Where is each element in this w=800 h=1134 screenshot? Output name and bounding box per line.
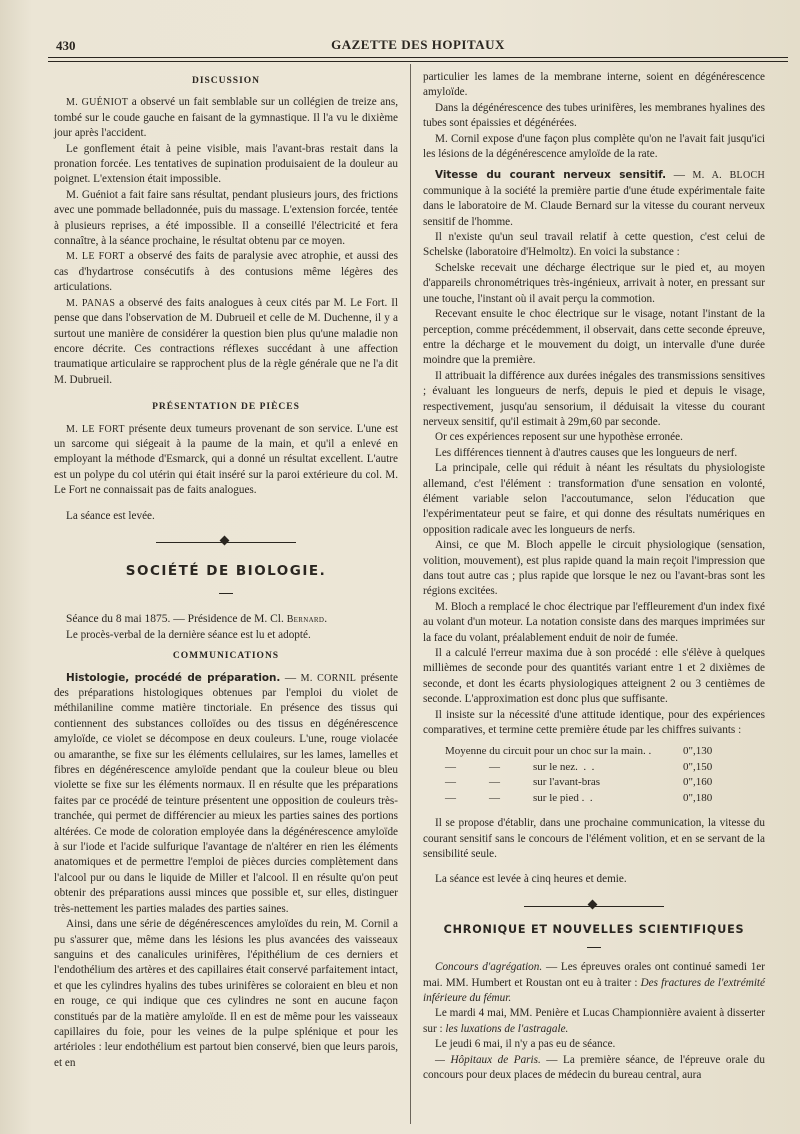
measurement-row xyxy=(423,760,765,775)
short-rule xyxy=(587,947,601,948)
paragraph: Il n'existe qu'un seul travail relatif à cette question, c'est celui de Schelske (laboratoire d'Helmoltz). En voici la substance : xyxy=(423,231,765,259)
topic: les luxations de l'astragale. xyxy=(445,1022,569,1035)
page-header xyxy=(48,34,788,56)
paragraph xyxy=(423,1006,765,1037)
measurement-label: Moyenne du circuit pour un choc sur la main. . xyxy=(445,745,652,758)
paragraph xyxy=(54,422,398,499)
paragraph-text: a observé des faits analogues à ceux cités par M. Le Fort. Il pense que dans l'observation de M. Dubrueil et celle de M. Duchenne, il y a surtout une manière de considérer la question bien plus qu'une maladie non encore décrite. Ces contractions réflexes succédant à une affection traumatique articulaire se rapprochent plus de la règle générale que ne l'a dit M. Dubrueil. xyxy=(54,296,398,386)
paragraph: La principale, celle qui réduit à néant les résultats du physiologiste allemand, c'est l'élément : transformation d'une sensation en volonté, élément variable selon l'accoutumance, selon l'éducation que l'expérimentateur peut se faire, et qui donne des résultats numériques en opposition radicale avec les longueurs de nerfs. xyxy=(423,462,765,536)
paragraph xyxy=(423,1053,765,1084)
section-heading-presentation: PRÉSENTATION DE PIÈCES xyxy=(152,402,300,413)
measurement-value: 0",180 xyxy=(683,791,713,804)
paragraph: M. Cornil expose d'une façon plus complète qu'on ne l'avait fait jusqu'ici les lésions de la dégénérescence amyloïde de la rate. xyxy=(423,132,765,161)
president-name: Bernard xyxy=(286,614,325,626)
measurement-row xyxy=(423,744,765,759)
paragraph-text: présente deux tumeurs provenant de son service. L'une est un sarcome qui siégeait à la paume de la main, et qu'il a enlevé en employant la méthode d'Esmarck, qui a donné un résultat excellent. L'autre est un polype du col utérin qui était inséré sur la paroi extérieure du col. M. Le Fort ne connaissait pas de faits analogues. xyxy=(54,422,398,497)
paragraph: M. Guéniot a fait faire sans résultat, pendant plusieurs jours, des frictions avec une pommade belladonnée, puis du massage. L'extension forcée, tentée à plusieurs reprises, a été impossible. Il a conseillé l'électricité et fera connaître, à la séance prochaine, le résultat obtenu par ce moyen. xyxy=(54,188,398,248)
seance-line xyxy=(54,612,398,627)
paragraph: La séance est levée. xyxy=(66,509,155,522)
section-ornament xyxy=(54,538,398,546)
measurement-row xyxy=(423,775,765,790)
paragraph: M. Bloch a remplacé le choc électrique par l'effleurement d'un index fixé au volant d'un moteur. La notation consiste dans des marques imprimées sur la face du volant, préalablement enduit de noir de fumée. xyxy=(423,600,765,644)
left-column xyxy=(54,70,398,1071)
short-rule xyxy=(219,593,233,594)
paragraph xyxy=(54,95,398,141)
paragraph: Schelske recevait une décharge électrique sur le pied et, au moyen d'appareils chronométriques très-ingénieux, arrivait à noter, en pressant sur une touche, l'instant où il avait perçu la commotion. xyxy=(423,261,765,305)
paragraph-text: — Les épreuves orales ont continué samedi 1er mai. MM. Humbert et Roustan ont eu à traiter : xyxy=(423,961,765,989)
paragraph: Le jeudi 6 mai, il n'y a pas eu de séance. xyxy=(435,1038,616,1051)
measurement-value: 0",130 xyxy=(683,745,713,758)
section-ornament xyxy=(423,902,765,910)
journal-title: GAZETTE DES HOPITAUX xyxy=(331,37,505,52)
header-rule xyxy=(48,57,788,58)
paragraph: La séance est levée à cinq heures et demie. xyxy=(435,873,627,886)
speaker-name: M. CORNIL xyxy=(300,672,357,684)
paragraph: Il a calculé l'erreur maxima due à son procédé : elle s'élève à quelques millièmes de seconde pour des quantités variant entre 1 et 2 dixièmes de seconde, et dont les écarts physiologiques atteignent 2 ou 3 centièmes de seconde. L'approximation est donc plus que suffisante. xyxy=(423,647,765,706)
paragraph xyxy=(423,168,765,230)
dash: — xyxy=(280,671,301,684)
article-lead: Histologie, procédé de préparation. xyxy=(66,671,281,684)
paragraph: Ainsi, dans une série de dégénérescences amyloïdes du rein, M. Cornil a pu s'assurer que, même dans les lésions les plus avancées des vaisseaux sanguins et des canalicules urinifères, l'épithélium de ces derniers et l'endothélium des artères et des capillaires était conservé parfaitement intact, et que les cylindres hyalins des tubes urinifères se coloraient en bleu et non en rouge, ce qui indique que ces cylindres ne sont en aucune façon constitués par de la matière amyloïde. Il en est de même pour les vaisseaux capillaires du foie, pour les veines de la pulpe splénique et pour les artérioles : leur endothélium est partout bien conservé, bien que leurs parois, et en xyxy=(54,918,398,1069)
paragraph xyxy=(54,671,398,918)
paragraph-text: a observé un fait semblable sur un collégien de treize ans, tombé sur le coude gauche en faisant de la gymnastique. Il l'a vu le dixième jour après l'accident. xyxy=(54,96,398,140)
section-heading-communications: COMMUNICATIONS xyxy=(172,651,280,662)
section-heading-chronique: CHRONIQUE ET NOUVELLES SCIENTIFIQUES xyxy=(443,922,745,936)
measurement-table xyxy=(423,744,765,806)
speaker-name: M. PANAS xyxy=(66,297,116,309)
paragraph: Or ces expériences reposent sur une hypothèse erronée. xyxy=(435,431,683,444)
section-heading-societe: SOCIÉTÉ DE BIOLOGIE. xyxy=(125,562,327,579)
speaker-name: M. LE FORT xyxy=(66,251,125,263)
measurement-label: — — sur le nez. . . xyxy=(445,760,595,773)
paragraph-text: — La première séance, de l'épreuve orale du concours pour deux places de médecin du bureau central, aura xyxy=(423,1053,765,1081)
paragraph-text: Le mardi 4 mai, MM. Penière et Lucas Championnière avaient à disserter sur : xyxy=(423,1007,765,1035)
article-lead: — Hôpitaux de Paris. xyxy=(435,1053,541,1066)
paragraph: Les différences tiennent à d'autres causes que les longueurs de nerf. xyxy=(435,446,738,459)
measurement-row xyxy=(423,791,765,806)
paragraph-text: a observé des faits de paralysie avec atrophie, et aussi des cas d'hydartrose consécutifs à des contusions même légères des articulations. xyxy=(54,250,398,294)
measurement-label: — — sur le pied . . xyxy=(445,791,593,804)
speaker-name: M. GUÉNIOT xyxy=(66,97,129,109)
paragraph: Le gonflement était à peine visible, mais l'avant-bras restait dans la pronation forcée. Les tentatives de supination produisaient de la douleur au poignet. L'extension était impossible. xyxy=(54,142,398,186)
measurement-label: — — sur l'avant-bras xyxy=(445,776,601,789)
paragraph: Le procès-verbal de la dernière séance est lu et adopté. xyxy=(66,628,311,641)
paragraph: Ainsi, ce que M. Bloch appelle le circuit physiologique (sensation, volition, mouvement), est plus rapide quand la main reçoit l'impression que dans tout autre cas ; plus rapide que lorsque le nez ou l'avant-bras sont les régions excitées. xyxy=(423,539,765,598)
paragraph xyxy=(54,296,398,388)
paragraph-text: communique à la société la première partie d'une étude expérimentale faite dans le laboratoire de M. Claude Bernard sur la vitesse du courant nerveux sensitif de l'homme. xyxy=(423,184,765,228)
paragraph xyxy=(423,960,765,1006)
section-heading-discussion: DISCUSSION xyxy=(191,76,261,86)
dash: — xyxy=(666,169,693,182)
paragraph: Recevant ensuite le choc électrique sur le visage, notant l'instant de la perception, comme précédemment, il observait, dans cette seconde épreuve, entre la décharge et le mouvement du doigt, un intervalle d'une durée moindre que la première. xyxy=(423,308,765,367)
seance-text: Séance du 8 mai 1875. — Présidence de M. Cl. xyxy=(66,613,287,626)
paragraph: Il attribuait la différence aux durées inégales des transmissions sensitives ; évaluant les longueurs de nerfs, depuis le pied et depuis le visage, respectivement, jusqu'au sensorium, il déduisait la vitesse du courant nerveux sensitif, qu'il estimait à 29m,60 par seconde. xyxy=(423,369,765,428)
paragraph: Dans la dégénérescence des tubes urinifères, les membranes hyalines des tubes sont épaissies et dégénérées. xyxy=(423,101,765,130)
paragraph: Il insiste sur la nécessité d'une attitude identique, pour des expériences comparatives, et termine cette première étude par les chiffres suivants : xyxy=(423,708,765,737)
page-number: 430 xyxy=(56,38,76,53)
speaker-name: M. LE FORT xyxy=(66,423,125,435)
speaker-name: M. A. BLOCH xyxy=(692,170,765,182)
paragraph: Il se propose d'établir, dans une prochaine communication, la vitesse du courant sensitif sans le concours de l'élément volition, et en se servant de la sensibilité seule. xyxy=(423,817,765,860)
topic: Des fractures de l'extrémité inférieure du fémur. xyxy=(423,976,766,1004)
measurement-value: 0",150 xyxy=(683,760,713,773)
header-rule-secondary xyxy=(48,61,788,62)
measurement-value: 0",160 xyxy=(683,776,713,789)
column-divider xyxy=(410,64,411,1124)
article-lead: Concours d'agrégation. xyxy=(435,961,543,974)
right-column xyxy=(423,70,765,1083)
paragraph xyxy=(54,249,398,295)
seance-end: . xyxy=(324,613,328,626)
paragraph-text: présente des préparations histologiques obtenues par l'emploi du violet de méthilaniline comme matière tinctoriale. En présence des tissus qui contiennent des substances colloïdes ou des tissus en dégénérescence amyloïde, ce violet se décompose en deux couleurs. L'une, rouge violacée ou amaranthe, se fixe sur les éléments cellulaires, sur les lames, lamelles et fibres en dégénérescence amyloïde pendant que la couleur bleue ou bleu violette se fixe sur les éléments normaux. Il en résulte que les préparations faites par ce procédé de teinture présentent une opposition de couleurs très-tranchée, qui permet de différencier au mieux les parties saines des portions altérées. Ce mode de coloration employée dans la dégénérescence amyloïde à sur l'iode et l'acide sulfurique l'avantage de n'altérer en rien les éléments anatomiques et de permettre l'emploi de pièces durcies complètement dans l'alcool pur ou dans le liquide de Miller et l'alcool. Il en résulte qu'on peut obtenir des préparations aussi minces que possible et, sur elles, distinguer très-nettement les parties malades des parties saines. xyxy=(54,671,398,915)
paragraph: particulier les lames de la membrane interne, soient en dégénérescence amyloïde. xyxy=(423,71,765,99)
article-lead: Vitesse du courant nerveux sensitif. xyxy=(435,169,667,182)
